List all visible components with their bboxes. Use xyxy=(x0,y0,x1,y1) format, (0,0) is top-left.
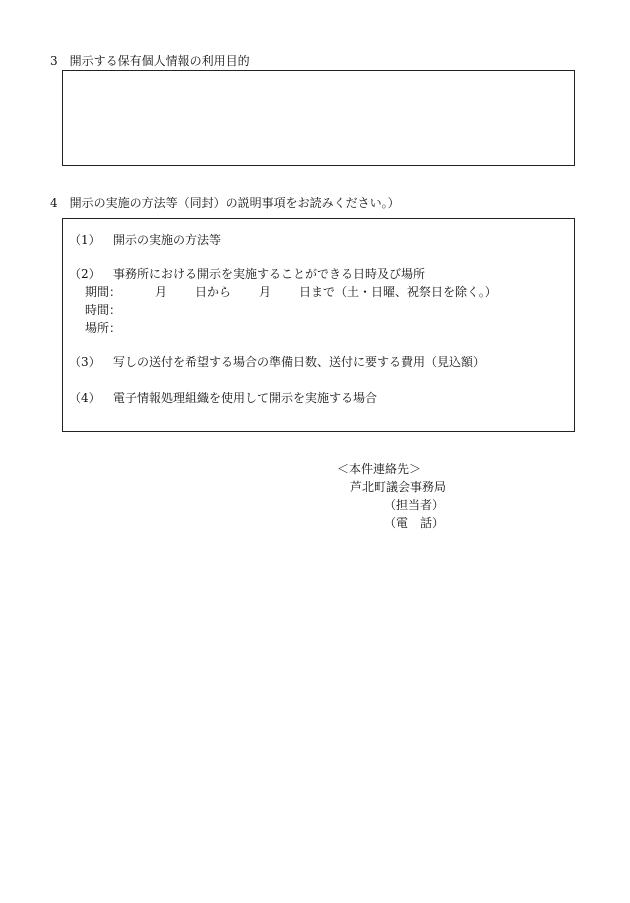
contact-office: 芦北町議会事務局 xyxy=(350,480,447,494)
purpose-of-use-box xyxy=(62,70,575,166)
period-month-2: 月 xyxy=(259,285,272,299)
place-label: 場所： xyxy=(85,321,122,335)
item-3-number: （3） xyxy=(69,355,101,369)
item-2-text: 事務所における開示を実施することができる日時及び場所 xyxy=(113,267,426,281)
contact-heading: ＜本件連絡先＞ xyxy=(337,462,422,476)
period-day-to: 日まで（土・日曜、祝祭日を除く。） xyxy=(299,285,497,299)
section-3-heading: 3 開示する保有個人情報の利用目的 xyxy=(50,54,250,68)
disclosure-method-box xyxy=(62,218,575,432)
period-day-from: 日から xyxy=(195,285,232,299)
time-label: 時間： xyxy=(85,303,122,317)
period-month-1: 月 xyxy=(155,285,168,299)
item-3-text: 写しの送付を希望する場合の準備日数、送付に要する費用（見込額） xyxy=(113,355,486,369)
item-4-text: 電子情報処理組織を使用して開示を実施する場合 xyxy=(113,391,378,405)
item-4-number: （4） xyxy=(69,391,101,405)
period-label: 期間： xyxy=(85,285,122,299)
item-2-number: （2） xyxy=(69,267,101,281)
contact-phone: （電 話） xyxy=(384,516,445,530)
contact-person-in-charge: （担当者） xyxy=(384,498,445,512)
section-4-heading: 4 開示の実施の方法等（同封）の説明事項をお読みください。） xyxy=(50,196,400,210)
item-1-number: （1） xyxy=(69,233,101,247)
item-1-text: 開示の実施の方法等 xyxy=(113,233,222,247)
